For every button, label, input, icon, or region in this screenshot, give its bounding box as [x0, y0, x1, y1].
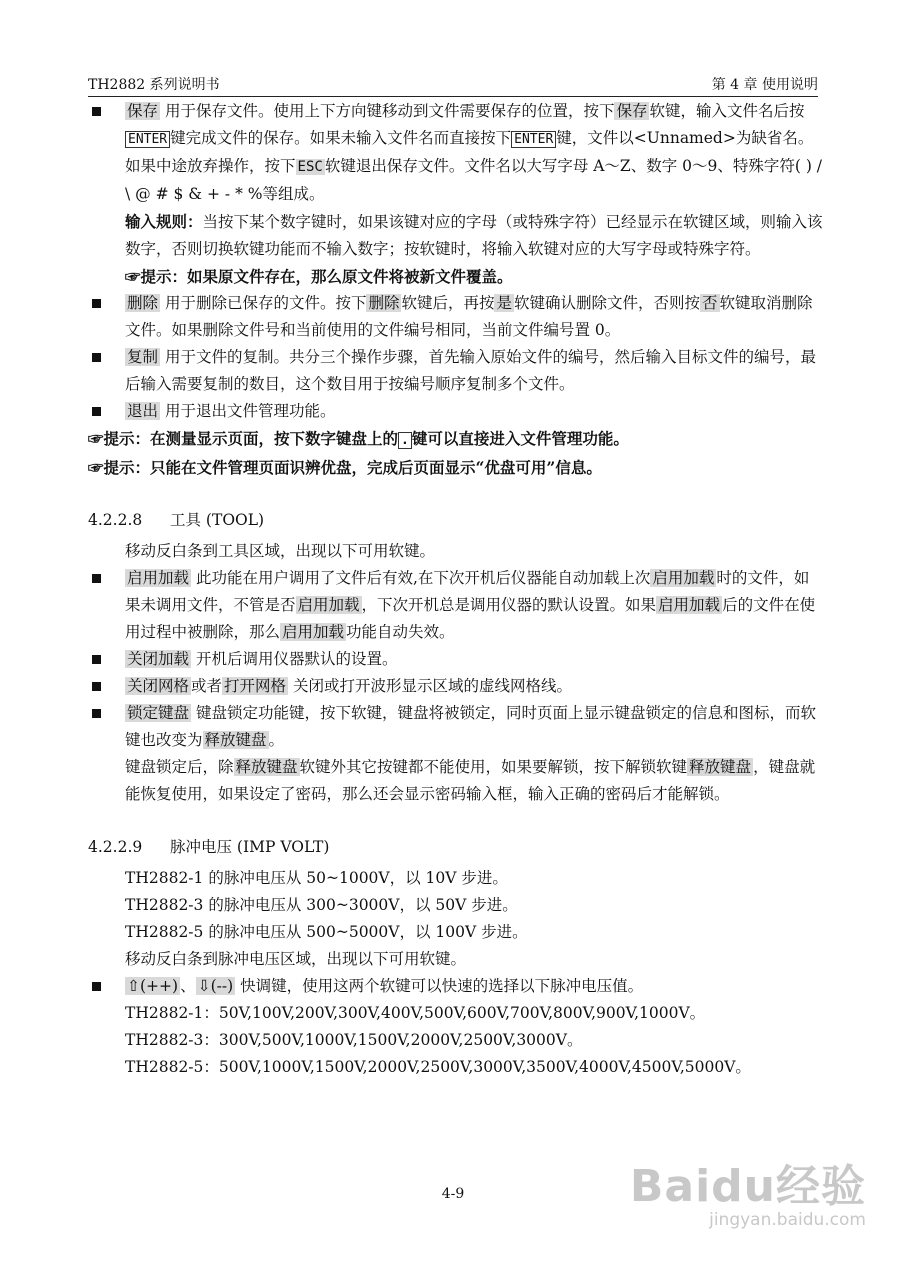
softkey-down: ⇩(--)	[197, 977, 234, 995]
softkey-disable-load: 关闭加载	[127, 650, 190, 668]
softkey-grid-off: 关闭网格	[127, 677, 190, 695]
key-enter: ENTER	[511, 131, 556, 148]
section-title: 脉冲电压 (IMP VOLT)	[170, 838, 330, 856]
softkey-grid-on: 打开网格	[224, 677, 287, 695]
section-heading-tool	[88, 507, 823, 534]
input-rules-label: 输入规则：	[125, 212, 203, 231]
section-number: 4.2.2.8	[88, 511, 143, 529]
page-content	[88, 98, 823, 1081]
imp-range-5: TH2882-5 的脉冲电压从 500~5000V，以 100V 步进。	[125, 923, 528, 941]
softkey-up: ⇧(++)	[127, 977, 179, 995]
lock-keyboard-detail: 键盘锁定后，除 释放键盘 软键外其它按键都不能使用，如果要解锁，按下解锁软键 释放键盘 ，键盘就能恢复使用，如果设定了密码，那么还会显示密码输入框，输入正确的密码后才能解锁。	[125, 758, 816, 803]
bullet-icon	[92, 982, 101, 991]
list-item-delete: 删除 用于删除已保存的文件。按下 删除 软键后，再按 是 软键确认删除文件，否则按 否 软键取消删除文件。如果删除文件号和当前使用的文件编号相同，当前文件编号置 0。	[88, 290, 823, 344]
header-chapter: 第 4 章 使用说明	[711, 77, 818, 93]
softkey-no: 否	[702, 294, 718, 312]
list-item-save: 保存 用于保存文件。使用上下方向键移动到文件需要保存的位置，按下 保存 软键，输入文件名后按ENTER 键完成文件的保存。如果未输入文件名而直接按下 ENTER 键，文件以<Unnamed>为缺省名。如果中途放弃操作，按下 ESC 软键退出保存文件。文件名以大写字母 A～Z、数字 0～9、特殊字符( ) / \ @ # $ & + - * %等组成。	[88, 98, 823, 208]
softkey-release-keyboard: 释放键盘	[204, 731, 267, 749]
input-rules: 输入规则：当按下某个数字键时，如果该键对应的字母（或特殊字符）已经显示在软键区域，则输入该数字，否则切换软键功能而不输入数字；按软键时，将输入软键对应的大写字母或特殊字符。	[125, 212, 823, 258]
list-item-quick-adjust: ⇧(++) 、 ⇩(--) 快调键，使用这两个软键可以快速的选择以下脉冲电压值。	[88, 973, 823, 1000]
list-item-exit: 退出 用于退出文件管理功能。	[88, 398, 823, 425]
key-enter: ENTER	[125, 131, 170, 148]
imp-values-1: TH2882-1：50V,100V,200V,300V,400V,500V,600V,700V,800V,900V,1000V。	[125, 1004, 706, 1022]
bullet-icon	[92, 709, 101, 718]
tool-intro: 移动反白条到工具区域，出现以下可用软键。	[125, 542, 436, 560]
bullet-icon	[92, 574, 101, 583]
section-title: 工具 (TOOL)	[170, 511, 265, 529]
imp-values-3: TH2882-3：300V,500V,1000V,1500V,2000V,2500V,3000V。	[125, 1031, 583, 1049]
softkey-lock-keyboard: 锁定键盘	[127, 704, 190, 722]
key-dot: .	[398, 432, 412, 449]
softkey-yes: 是	[496, 294, 512, 312]
header-doc-title: TH2882 系列说明书	[88, 77, 220, 93]
watermark	[630, 1150, 866, 1230]
page-header	[88, 70, 818, 97]
list-item-lock-keyboard: 锁定键盘 键盘锁定功能键，按下软键，键盘将被锁定，同时页面上显示键盘锁定的信息和图标，而软键也改变为 释放键盘 。	[88, 700, 823, 754]
softkey-copy: 复制	[127, 348, 159, 366]
imp-intro: 移动反白条到脉冲电压区域，出现以下可用软键。	[125, 950, 467, 968]
imp-range-3: TH2882-3 的脉冲电压从 300~3000V，以 50V 步进。	[125, 896, 518, 914]
section-heading-imp-volt	[88, 834, 823, 861]
softkey-enable-load: 启用加载	[127, 569, 190, 587]
bullet-icon	[92, 353, 101, 362]
bullet-icon	[92, 407, 101, 416]
watermark-brand: Baidu经验	[629, 1161, 866, 1212]
softkey-delete: 删除	[127, 294, 159, 312]
tip-numeric-key: ☞提示：在测量显示页面，按下数字键盘上的 . 键可以直接进入文件管理功能。	[88, 429, 629, 448]
softkey-save: 保存	[127, 102, 159, 120]
bullet-icon	[92, 655, 101, 664]
watermark-url: jingyan.baidu.com	[709, 1210, 866, 1230]
imp-range-1: TH2882-1 的脉冲电压从 50~1000V，以 10V 步进。	[125, 869, 508, 887]
bullet-icon	[92, 682, 101, 691]
imp-values-5: TH2882-5：500V,1000V,1500V,2000V,2500V,3000V,3500V,4000V,4500V,5000V。	[125, 1058, 751, 1076]
bullet-icon	[92, 299, 101, 308]
bullet-icon	[92, 107, 101, 116]
softkey-esc: ESC	[297, 159, 323, 175]
section-number: 4.2.2.9	[88, 838, 143, 856]
list-item-copy: 复制 用于文件的复制。共分三个操作步骤，首先输入原始文件的编号，然后输入目标文件的编号，最后输入需要复制的数目，这个数目用于按编号顺序复制多个文件。	[88, 344, 823, 398]
list-item-enable-load: 启用加载 此功能在用户调用了文件后有效,在下次开机后仪器能自动加载上次 启用加载 时的文件，如果未调用文件，不管是否 启用加载 ，下次开机总是调用仪器的默认设置。如果 启用加载 后的文件在使用过程中被删除，那么 启用加载 功能自动失效。	[88, 565, 823, 646]
tip-overwrite: ☞提示：如果原文件存在，那么原文件将被新文件覆盖。	[125, 267, 513, 286]
list-item-disable-load: 关闭加载 开机后调用仪器默认的设置。	[88, 646, 823, 673]
page-number: 4-9	[441, 1186, 465, 1202]
tip-usb-disk: ☞提示：只能在文件管理页面识辨优盘，完成后页面显示“优盘可用”信息。	[88, 458, 602, 477]
list-item-grid: 关闭网格 或者 打开网格 关闭或打开波形显示区域的虚线网格线。	[88, 673, 823, 700]
softkey-exit: 退出	[127, 402, 159, 420]
